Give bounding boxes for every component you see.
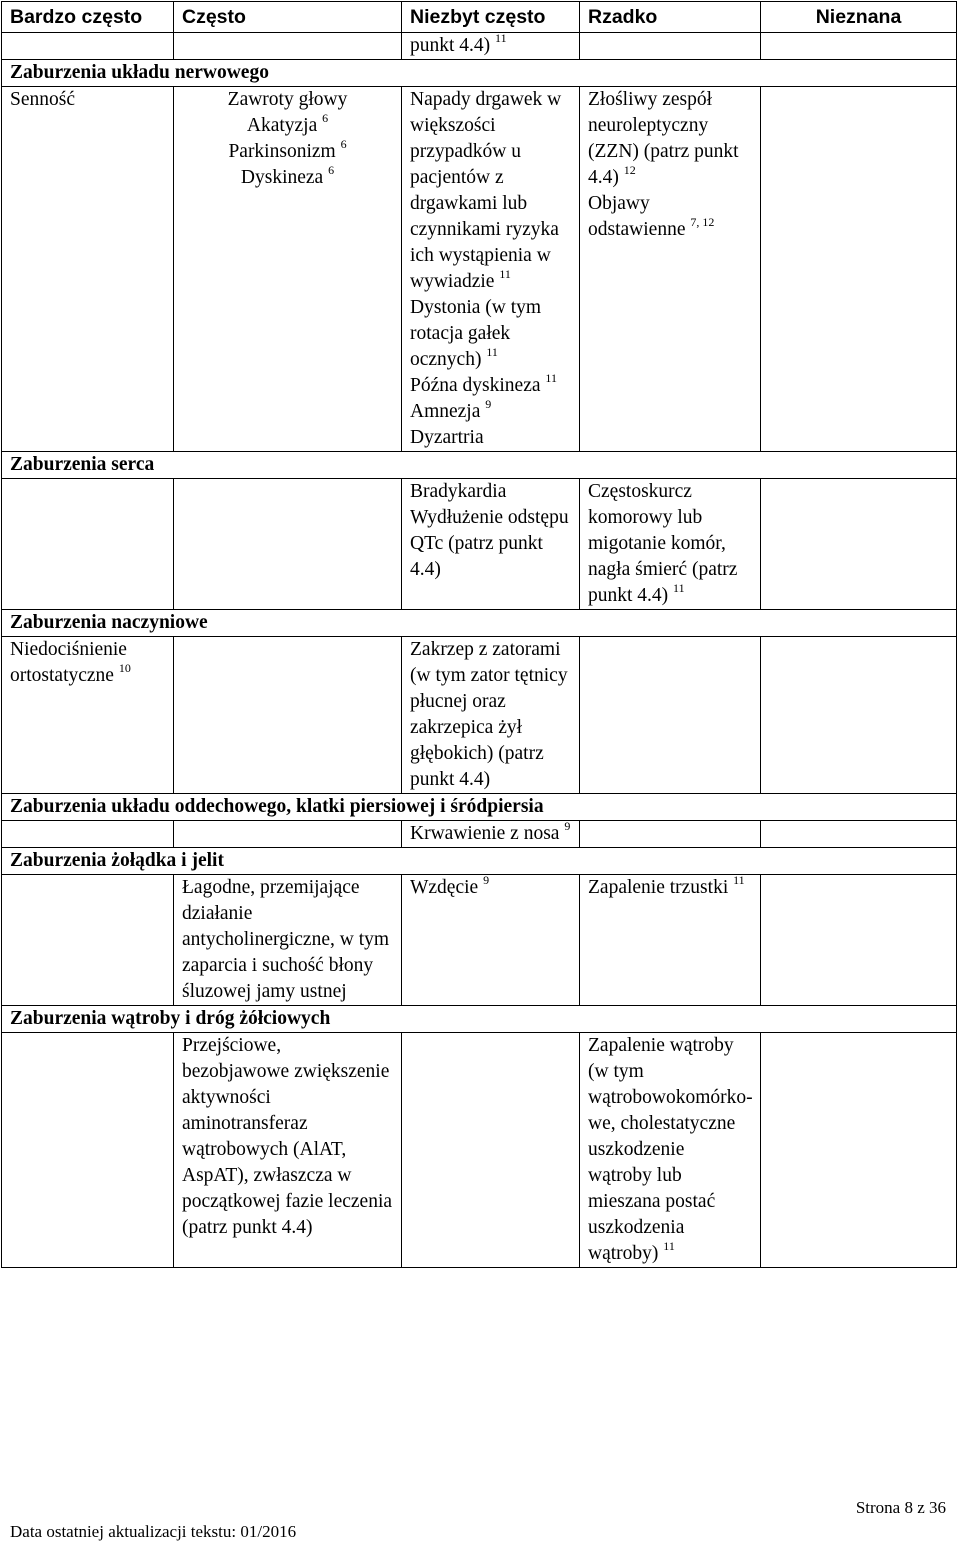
table-row-gastrointestinal — [2, 875, 957, 1006]
header-rare: Rzadko — [580, 2, 761, 33]
page-number: Strona 8 z 36 — [855, 1498, 946, 1517]
continued-cell: punkt 4.4) $^{11}$ — [402, 33, 580, 60]
nervous-uncommon: Napady drgawek w większości przypadków u pacjentów z drgawkami lub czynnikami ryzyka ich wystąpienia w wywiadzie $^{11}$ Dystonia (w tym rotacja gałek ocznych) $^{11}$ Późna dyskineza $^{11}$ Amnezja $^9$ Dyzartria — [402, 87, 580, 452]
section-row-nervous — [2, 60, 957, 87]
section-row-gastrointestinal — [2, 848, 957, 875]
section-title-nervous: Zaburzenia układu nerwowego — [2, 60, 957, 87]
vascular-very-common: Niedociśnienie ortostatyczne $^{10}$ — [2, 637, 174, 794]
header-very-common: Bardzo często — [2, 2, 174, 33]
section-title-heart: Zaburzenia serca — [2, 452, 957, 479]
liver-rare: Zapalenie wątroby (w tym wątrobowokomórko-we, cholestatyczne uszkodzenie wątroby lub mieszana postać uszkodzenia wątroby) $^{11}$ — [580, 1033, 761, 1268]
table-row-nervous — [2, 87, 957, 452]
gi-uncommon: Wzdęcie $^9$ — [402, 875, 580, 1006]
header-row — [2, 2, 957, 33]
header-uncommon: Niezbyt często — [402, 2, 580, 33]
nervous-common: Zawroty głowy Akatyzja $^6$ Parkinsonizm $^6$ Dyskineza $^6$ — [174, 87, 402, 452]
header-unknown: Nieznana — [761, 2, 957, 33]
vascular-uncommon: Zakrzep z zatorami (w tym zator tętnicy płucnej oraz zakrzepica żył głębokich) (patrz punkt 4.4) — [402, 637, 580, 794]
table-row-vascular — [2, 637, 957, 794]
respiratory-uncommon: Krwawienie z nosa $^9$ — [402, 821, 580, 848]
table-row-liver — [2, 1033, 957, 1268]
nervous-rare: Złośliwy zespół neuroleptyczny (ZZN) (patrz punkt 4.4) $^{12}$ Objawy odstawienne $^{7, 12}$ — [580, 87, 761, 452]
section-title-liver: Zaburzenia wątroby i dróg żółciowych — [2, 1006, 957, 1033]
gi-common: Łagodne, przemijające działanie antycholinergiczne, w tym zaparcia i suchość błony śluzowej jamy ustnej — [174, 875, 402, 1006]
last-update-date: Data ostatniej aktualizacji tekstu: 01/2016 — [10, 1522, 297, 1541]
gi-rare: Zapalenie trzustki $^{11}$ — [580, 875, 761, 1006]
heart-rare: Częstoskurcz komorowy lub migotanie komór, nagła śmierć (patrz punkt 4.4) $^{11}$ — [580, 479, 761, 610]
section-row-heart — [2, 452, 957, 479]
heart-uncommon: Bradykardia Wydłużenie odstępu QTc (patrz punkt 4.4) — [402, 479, 580, 610]
adverse-reactions-table — [1, 1, 957, 1268]
section-row-vascular — [2, 610, 957, 637]
nervous-very-common: Senność — [2, 87, 174, 452]
section-title-gastrointestinal: Zaburzenia żołądka i jelit — [2, 848, 957, 875]
section-title-respiratory: Zaburzenia układu oddechowego, klatki piersiowej i śródpiersia — [2, 794, 957, 821]
table-row-heart — [2, 479, 957, 610]
liver-common: Przejściowe, bezobjawowe zwiększenie aktywności aminotransferaz wątrobowych (AlAT, AspAT), zwłaszcza w początkowej fazie leczenia (patrz punkt 4.4) — [174, 1033, 402, 1268]
section-title-vascular: Zaburzenia naczyniowe — [2, 610, 957, 637]
section-row-respiratory — [2, 794, 957, 821]
continued-row — [2, 33, 957, 60]
header-common: Często — [174, 2, 402, 33]
table-row-respiratory — [2, 821, 957, 848]
section-row-liver — [2, 1006, 957, 1033]
